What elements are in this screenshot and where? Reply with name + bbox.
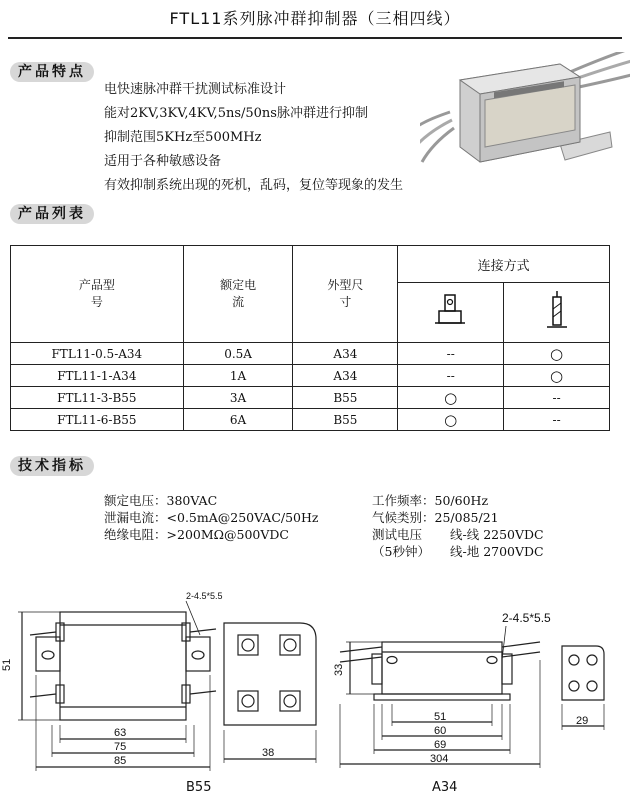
- spec-row: [372, 543, 544, 560]
- model-cell: FTL11-3-B55: [11, 387, 184, 409]
- wire-cell: --: [504, 387, 610, 409]
- spec-row: [104, 492, 318, 509]
- a34-d69-label: 69: [434, 739, 447, 751]
- feature-item: 适用于各种敏感设备: [104, 154, 222, 169]
- header-model: [11, 246, 184, 343]
- spec-label: 绝缘电阻：: [104, 527, 167, 542]
- spec-value: 380VAC: [166, 493, 218, 508]
- section-specs-header: 技术指标: [10, 456, 94, 476]
- b55-d75-label: 75: [114, 741, 127, 753]
- current-cell: 1A: [183, 365, 293, 387]
- b55-height-label: 51: [1, 658, 13, 671]
- header-model-label: 产品型号: [78, 278, 115, 309]
- terminal-type-cell: [398, 283, 504, 343]
- feature-item: 能对2KV,3KV,4KV,5ns/50ns脉冲群进行抑制: [104, 106, 368, 121]
- spec-value: >200MΩ@500VDC: [166, 527, 289, 542]
- wire-cell: --: [504, 409, 610, 431]
- b55-hole-label: 2-4.5*5.5: [186, 591, 223, 601]
- spec-row: [104, 526, 318, 543]
- header-current-label: 额定电流: [220, 278, 257, 309]
- table-row: [11, 409, 610, 431]
- table-row: [11, 343, 610, 365]
- current-cell: 0.5A: [183, 343, 293, 365]
- spec-row: [104, 509, 318, 526]
- size-cell: A34: [293, 343, 398, 365]
- b55-d63-label: 63: [114, 727, 127, 739]
- spec-value: 25/085/21: [434, 510, 499, 525]
- b55-d38-label: 38: [262, 747, 275, 759]
- terminal-cell: ○: [398, 409, 504, 431]
- a34-d29-label: 29: [576, 715, 589, 727]
- page-title: FTL11系列脉冲群抑制器（三相四线）: [169, 9, 461, 28]
- wire-lead-icon: [542, 289, 572, 333]
- header-connection: 连接方式: [398, 246, 610, 283]
- model-cell: FTL11-0.5-A34: [11, 343, 184, 365]
- terminal-cell: --: [398, 365, 504, 387]
- title-rule: [8, 37, 622, 39]
- header-current: [183, 246, 293, 343]
- spec-value: <0.5mA@250VAC/50Hz: [166, 510, 319, 525]
- b55-caption: B55: [186, 780, 212, 795]
- product-table: [10, 245, 610, 431]
- feature-list: [104, 78, 403, 198]
- spec-value: 线-线 2250VDC: [450, 527, 544, 542]
- product-photo: [420, 52, 630, 182]
- model-cell: FTL11-1-A34: [11, 365, 184, 387]
- spec-label: 工作频率：: [372, 493, 435, 508]
- spec-row: [372, 526, 544, 543]
- a34-hole-label: 2-4.5*5.5: [502, 611, 551, 625]
- header-size-label: 外型尺寸: [327, 278, 364, 309]
- current-cell: 6A: [183, 409, 293, 431]
- wire-type-cell: [504, 283, 610, 343]
- a34-caption: A34: [432, 780, 458, 795]
- feature-item: 抑制范围5KHz至500MHz: [104, 130, 262, 145]
- size-cell: B55: [293, 409, 398, 431]
- size-cell: B55: [293, 387, 398, 409]
- spec-label: 泄漏电流：: [104, 510, 167, 525]
- specs-left: [104, 492, 318, 543]
- section-list-header: 产品列表: [10, 204, 94, 224]
- spec-label: （5秒钟）: [372, 544, 430, 559]
- a34-d51-label: 51: [434, 711, 447, 723]
- wire-cell: ○: [504, 365, 610, 387]
- b55-d85-label: 85: [114, 755, 127, 767]
- header-size: [293, 246, 398, 343]
- spec-label: 测试电压: [372, 527, 423, 542]
- terminal-cell: ○: [398, 387, 504, 409]
- b55-drawing: [0, 585, 330, 785]
- spec-row: [372, 492, 544, 509]
- feature-item: 有效抑制系统出现的死机，乱码，复位等现象的发生: [104, 178, 404, 193]
- a34-height-label: 33: [333, 663, 345, 676]
- spec-value: 线-地 2700VDC: [450, 544, 544, 559]
- spec-label: 气候类别：: [372, 510, 435, 525]
- a34-drawing: [330, 600, 630, 780]
- spec-row: [372, 509, 544, 526]
- a34-d60-label: 60: [434, 725, 447, 737]
- section-features-header: 产品特点: [10, 62, 94, 82]
- table-row: [11, 387, 610, 409]
- wire-cell: ○: [504, 343, 610, 365]
- terminal-cell: --: [398, 343, 504, 365]
- spec-value: 50/60Hz: [434, 493, 489, 508]
- solder-terminal-icon: [431, 291, 471, 331]
- spec-label: 额定电压：: [104, 493, 167, 508]
- model-cell: FTL11-6-B55: [11, 409, 184, 431]
- size-cell: A34: [293, 365, 398, 387]
- feature-item: 电快速脉冲群干扰测试标准设计: [104, 82, 287, 97]
- table-row: [11, 365, 610, 387]
- specs-right: [372, 492, 544, 560]
- current-cell: 3A: [183, 387, 293, 409]
- a34-d304-label: 304: [430, 753, 449, 765]
